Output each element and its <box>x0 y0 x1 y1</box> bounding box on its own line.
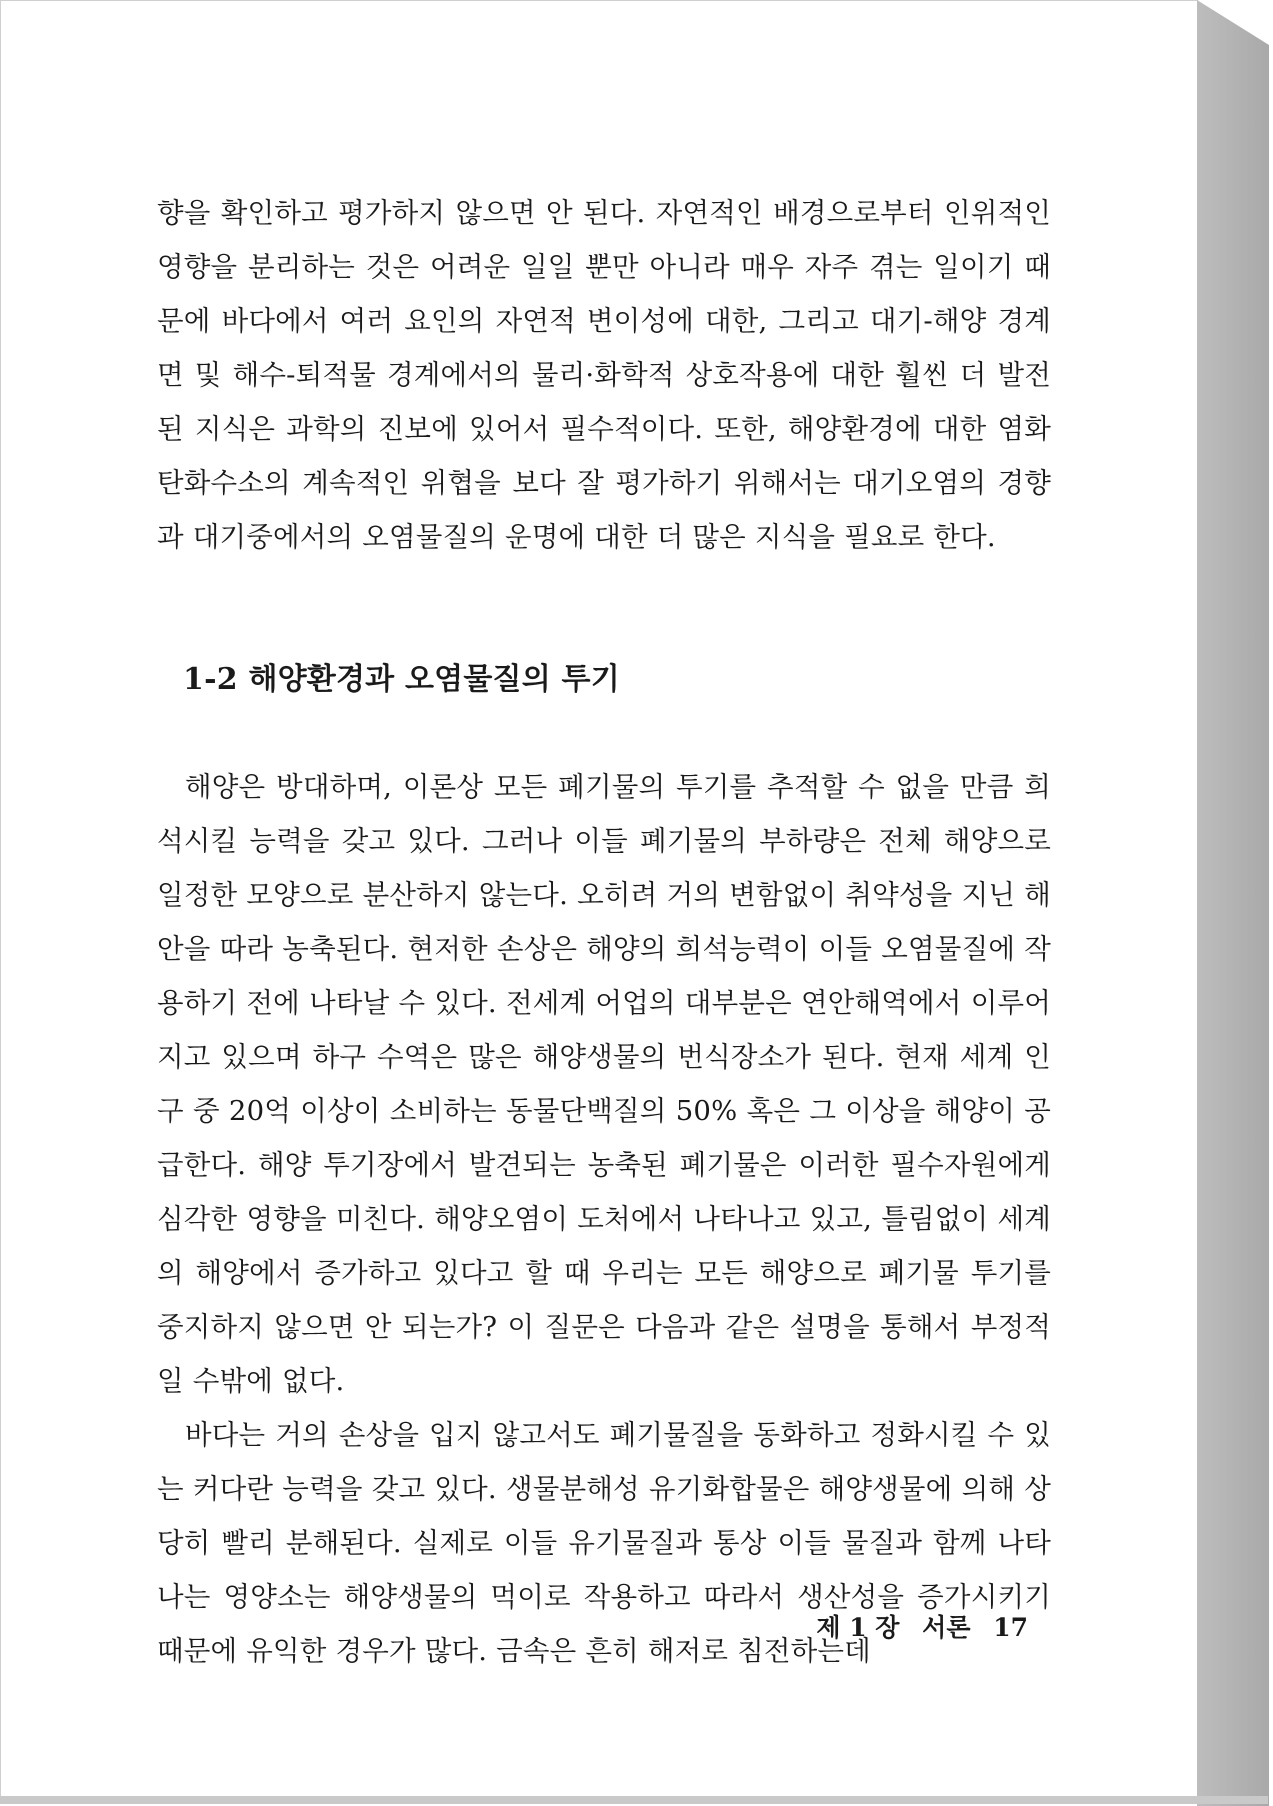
page-stack-edge <box>1197 0 1269 1806</box>
paragraph: 바다는 거의 손상을 입지 않고서도 폐기물질을 동화하고 정화시킬 수 있는 커다란 능력을 갖고 있다. 생물분해성 유기화합물은 해양생물에 의해 상당히 빨리 분해된다. 실제로 이들 유기물질과 통상 이들 물질과 함께 나타나는 영양소는 해양생물의 먹이로 작용하고 따라서 생산성을 증가시키기 때문에 유익한 경우가 많다. 금속은 흔히 해저로 침전하는데 <box>157 1419 1051 1667</box>
page-body <box>157 186 1051 1678</box>
paragraph: 해양은 방대하며, 이론상 모든 폐기물의 투기를 추적할 수 없을 만큼 희석시킬 능력을 갖고 있다. 그러나 이들 폐기물의 부하량은 전체 해양으로 일정한 모양으로 분산하지 않는다. 오히려 거의 변함없이 취약성을 지닌 해안을 따라 농축된다. 현저한 손상은 해양의 희석능력이 이들 오염물질에 작용하기 전에 나타날 수 있다. 전세계 어업의 대부분은 연안해역에서 이루어지고 있으며 하구 수역은 많은 해양생물의 번식장소가 된다. 현재 세계 인구 중 20억 이상이 소비하는 동물단백질의 50% 혹은 그 이상을 해양이 공급한다. 해양 투기장에서 발견되는 농축된 폐기물은 이러한 필수자원에게 심각한 영향을 미친다. 해양오염이 도처에서 나타나고 있고, 틀림없이 세계의 해양에서 증가하고 있다고 할 때 우리는 모든 해양으로 폐기물 투기를 중지하지 않으면 안 되는가? 이 질문은 다음과 같은 설명을 통해서 부정적일 수밖에 없다. <box>157 771 1051 1397</box>
chapter-title: 서론 <box>922 1613 971 1642</box>
running-footer <box>816 1608 1028 1648</box>
paragraph: 향을 확인하고 평가하지 않으면 안 된다. 자연적인 배경으로부터 인위적인 영향을 분리하는 것은 어려운 일일 뿐만 아니라 매우 자주 겪는 일이기 때문에 바다에서 여러 요인의 자연적 변이성에 대한, 그리고 대기-해양 경계면 및 해수-퇴적물 경계에서의 물리·화학적 상호작용에 대한 훨씬 더 발전된 지식은 과학의 진보에 있어서 필수적이다. 또한, 해양환경에 대한 염화탄화수소의 계속적인 위협을 보다 잘 평가하기 위해서는 대기오염의 경향과 대기중에서의 오염물질의 운명에 대한 더 많은 지식을 필요로 한다. <box>157 197 1051 553</box>
page-bottom-edge <box>0 1796 1268 1804</box>
section-heading: 1-2 해양환경과 오염물질의 투기 <box>183 662 620 697</box>
page-number: 17 <box>993 1613 1028 1642</box>
chapter-label: 제 1 장 <box>816 1613 900 1642</box>
